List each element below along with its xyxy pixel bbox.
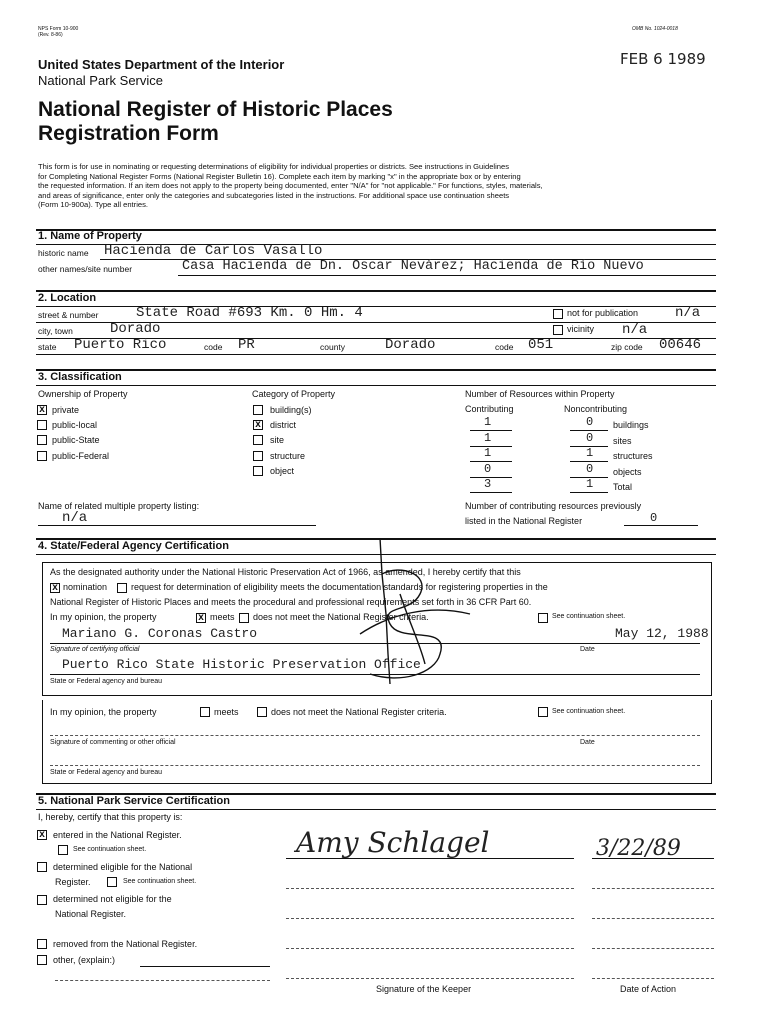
see-continuation-b-label: See continuation sheet. <box>123 878 197 885</box>
department: United States Department of the Interior <box>38 57 285 72</box>
state-field[interactable]: Puerto Rico <box>74 337 167 353</box>
vicinity-value[interactable]: n/a <box>622 322 648 338</box>
form-rev: (Rev. 8-86) <box>38 32 63 38</box>
vicinity-checkbox[interactable] <box>553 325 563 335</box>
objects-row-label: objects <box>613 467 642 477</box>
public-local-label: public-local <box>52 420 98 430</box>
cert-statement-2: request for determination of eligibility meets the documentation standards for registering properties in the <box>131 582 548 592</box>
structures-row-label: structures <box>613 451 653 461</box>
county-label: county <box>320 342 346 352</box>
city-field[interactable]: Dorado <box>110 321 161 337</box>
entered-checkbox[interactable]: x <box>37 830 47 840</box>
agency2-label: State or Federal agency and bureau <box>50 769 163 776</box>
see-continuation-checkbox[interactable] <box>538 613 548 623</box>
meets-checkbox[interactable]: x <box>196 613 206 623</box>
does-not-meet-label: does not meet the National Register criteria. <box>253 612 429 622</box>
keeper-signature: Amy Schlagel <box>296 826 490 859</box>
public-state-label: public-State <box>52 435 100 445</box>
nomination-label: nomination <box>63 582 108 592</box>
see-continuation2-label: See continuation sheet. <box>552 708 626 715</box>
entered-label: entered in the National Register. <box>53 830 182 840</box>
see-continuation-a-label: See continuation sheet. <box>73 846 147 853</box>
noncontributing-sites[interactable]: 0 <box>586 431 594 445</box>
other-names-label: other names/site number <box>38 264 133 274</box>
certifying-official-name[interactable]: Mariano G. Coronas Castro <box>62 626 258 641</box>
state-code-field[interactable]: PR <box>238 337 255 353</box>
buildings-label: building(s) <box>270 405 312 415</box>
structure-label: structure <box>270 451 306 461</box>
state-label: state <box>38 342 57 352</box>
previously-listed-label-2: listed in the National Register <box>465 516 583 526</box>
cert-statement-1: As the designated authority under the National Historic Preservation Act of 1966, as amended, I hereby certify that this <box>50 567 521 577</box>
does-not-meet2-label: does not meet the National Register criteria. <box>271 707 447 717</box>
section-5-heading: 5. National Park Service Certification <box>38 795 230 807</box>
state-code-label: code <box>204 342 223 352</box>
form-number: NPS Form 10-900 <box>38 26 79 32</box>
agency-field[interactable]: Puerto Rico State Historic Preservation Office <box>62 657 421 672</box>
public-state-checkbox[interactable] <box>37 435 47 445</box>
noncontributing-objects[interactable]: 0 <box>586 462 594 476</box>
commenting-signature-label: Signature of commenting or other official <box>50 739 176 746</box>
determination-request-checkbox[interactable] <box>117 583 127 593</box>
see-continuation-a-checkbox[interactable] <box>58 845 68 855</box>
section-1-heading: 1. Name of Property <box>38 230 142 242</box>
buildings-checkbox[interactable] <box>253 405 263 415</box>
ownership-label: Ownership of Property <box>38 389 128 399</box>
vicinity-label: vicinity <box>567 324 595 334</box>
contributing-objects[interactable]: 0 <box>484 462 492 476</box>
object-checkbox[interactable] <box>253 466 263 476</box>
opinion-label: In my opinion, the property <box>50 612 157 622</box>
city-label: city, town <box>38 326 73 336</box>
nomination-checkbox[interactable]: x <box>50 583 60 593</box>
sites-row-label: sites <box>613 436 632 446</box>
contributing-label: Contributing <box>465 404 514 414</box>
eligible-label-2: Register. <box>55 877 91 887</box>
received-stamp: FEB 6 1989 <box>620 50 706 68</box>
buildings-row-label: buildings <box>613 420 649 430</box>
county-field[interactable]: Dorado <box>385 337 436 353</box>
page-subtitle: Registration Form <box>38 122 219 145</box>
opinion2-label: In my opinion, the property <box>50 707 157 717</box>
contributing-total[interactable]: 3 <box>484 477 492 491</box>
not-eligible-label-1: determined not eligible for the <box>53 894 172 904</box>
district-label: district <box>270 420 297 430</box>
county-code-field[interactable]: 051 <box>528 337 554 353</box>
street-label: street & number <box>38 310 99 320</box>
public-federal-checkbox[interactable] <box>37 451 47 461</box>
does-not-meet-checkbox[interactable] <box>239 613 249 623</box>
meets2-checkbox[interactable] <box>200 707 210 717</box>
section-2-heading: 2. Location <box>38 292 97 304</box>
contributing-structures[interactable]: 1 <box>484 446 492 460</box>
related-listing-field[interactable]: n/a <box>62 510 88 526</box>
other-names-field[interactable]: Casa Hacienda de Dn. Oscar Nevárez; Hacienda de Río Nuevo <box>182 259 644 274</box>
see-continuation2-checkbox[interactable] <box>538 707 548 717</box>
total-row-label: Total <box>613 482 633 492</box>
previously-listed-label-1: Number of contributing resources previously <box>465 501 642 511</box>
date-of-action-label: Date of Action <box>620 984 677 994</box>
not-for-publication-checkbox[interactable] <box>553 309 563 319</box>
structure-checkbox[interactable] <box>253 451 263 461</box>
district-checkbox[interactable]: x <box>253 420 263 430</box>
commenting-date-label: Date <box>580 739 595 746</box>
previously-listed-field[interactable]: 0 <box>650 511 658 525</box>
noncontributing-total[interactable]: 1 <box>586 477 594 491</box>
not-for-publication-label: not for publication <box>567 308 639 318</box>
not-eligible-checkbox[interactable] <box>37 895 47 905</box>
meets-label: meets <box>210 612 235 622</box>
zip-field[interactable]: 00646 <box>659 337 702 353</box>
historic-name-label: historic name <box>38 248 89 258</box>
private-checkbox[interactable]: x <box>37 405 47 415</box>
contributing-sites[interactable]: 1 <box>484 431 492 445</box>
eligible-checkbox[interactable] <box>37 862 47 872</box>
historic-name-field[interactable]: Hacienda de Carlos Vasallo <box>104 243 323 259</box>
other-checkbox[interactable] <box>37 955 47 965</box>
keeper-signature-label: Signature of the Keeper <box>376 984 472 994</box>
noncontributing-structures[interactable]: 1 <box>586 446 594 460</box>
not-eligible-label-2: National Register. <box>55 909 127 919</box>
cert-statement-3: National Register of Historic Places and meets the procedural and professional requirements set forth in 36 CFR Part 60. <box>50 597 532 607</box>
public-federal-label: public-Federal <box>52 451 110 461</box>
public-local-checkbox[interactable] <box>37 420 47 430</box>
certification-date[interactable]: May 12, 1988 <box>615 626 709 641</box>
section-3-heading: 3. Classification <box>38 371 122 383</box>
object-label: object <box>270 466 295 476</box>
zip-label: zip code <box>611 342 643 352</box>
agency-label: State or Federal agency and bureau <box>50 678 163 685</box>
related-listing-label: Name of related multiple property listing: <box>38 501 200 511</box>
removed-checkbox[interactable] <box>37 939 47 949</box>
nps-certify-intro: I, hereby, certify that this property is: <box>38 812 183 822</box>
page-title: National Register of Historic Places <box>38 98 393 121</box>
meets2-label: meets <box>214 707 239 717</box>
instructions: This form is for use in nominating or requesting determinations of eligibility for individual properties or districts. See instructions in Guidelines for Completing National Register Forms (National Register Bulletin 16). Complete each item by marking "x" in the appropriate box or by entering the requested information. If an item does not apply to the property being documented, enter "N/A" for "not applicable." For functions, styles, materials, and areas of significance, enter only the categories and subcategories listed in the instructions. For additional space use continuation sheets (Form 10-900a). Type all entries. <box>38 162 543 210</box>
removed-label: removed from the National Register. <box>53 939 198 949</box>
site-label: site <box>270 435 285 445</box>
category-label: Category of Property <box>252 389 336 399</box>
private-label: private <box>52 405 80 415</box>
county-code-label: code <box>495 342 514 352</box>
cert-date-label: Date <box>580 646 595 653</box>
other-label: other, (explain:) <box>53 955 116 965</box>
date-of-action-value: 3/22/89 <box>596 836 681 861</box>
resources-label: Number of Resources within Property <box>465 389 615 399</box>
signature-label: Signature of certifying official <box>50 646 140 653</box>
noncontributing-label: Noncontributing <box>564 404 628 414</box>
see-continuation-b-checkbox[interactable] <box>107 877 117 887</box>
site-checkbox[interactable] <box>253 435 263 445</box>
does-not-meet2-checkbox[interactable] <box>257 707 267 717</box>
contributing-buildings[interactable]: 1 <box>484 415 492 429</box>
eligible-label-1: determined eligible for the National <box>53 862 193 872</box>
not-for-publication-value[interactable]: n/a <box>675 305 701 321</box>
noncontributing-buildings[interactable]: 0 <box>586 415 594 429</box>
street-field[interactable]: State Road #693 Km. 0 Hm. 4 <box>136 305 363 321</box>
see-continuation-label: See continuation sheet. <box>552 613 626 620</box>
section-4-heading: 4. State/Federal Agency Certification <box>38 540 229 552</box>
omb-number: OMB No. 1024-0018 <box>632 26 678 32</box>
service: National Park Service <box>38 73 163 88</box>
certifying-official-signature <box>340 534 480 694</box>
